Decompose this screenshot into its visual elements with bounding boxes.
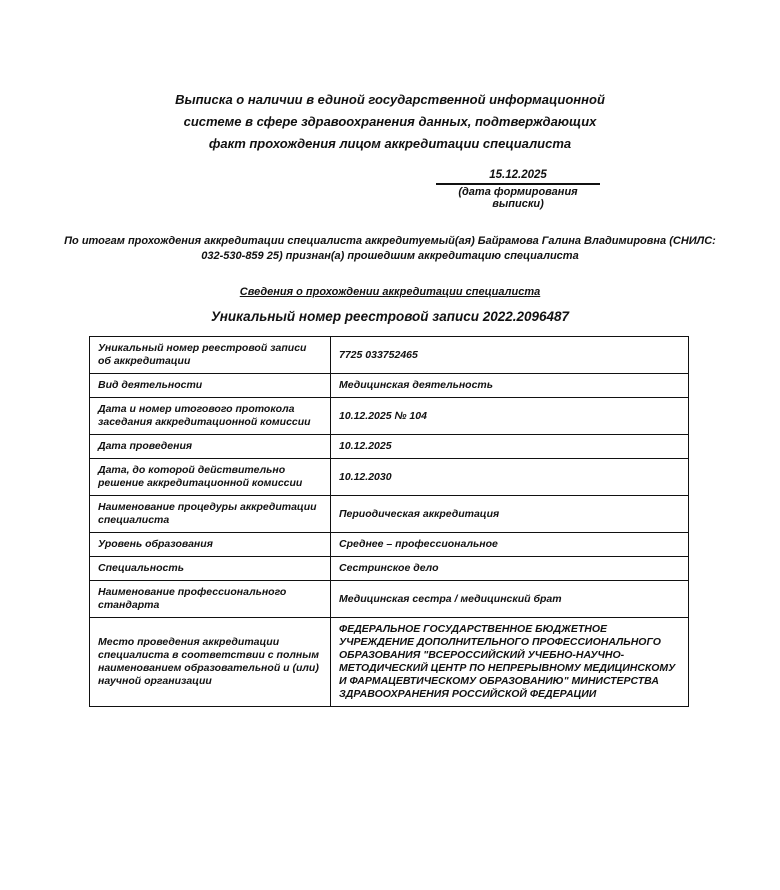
row-value: Медицинская сестра / медицинский брат <box>331 581 689 618</box>
row-value: ФЕДЕРАЛЬНОЕ ГОСУДАРСТВЕННОЕ БЮДЖЕТНОЕ УЧРЕЖДЕНИЕ ДОПОЛНИТЕЛЬНОГО ПРОФЕССИОНАЛЬНОГО ОБРАЗОВАНИЯ "ВСЕРОССИЙСКИЙ УЧЕБНО-НАУЧНО-МЕТОДИЧЕСКИЙ ЦЕНТР ПО НЕПРЕРЫВНОМУ МЕДИЦИНСКОМУ И ФАРМАЦЕВТИЧЕСКОМУ ОБРАЗОВАНИЮ" МИНИСТЕРСТВА ЗДРАВООХРАНЕНИЯ РОССИЙСКОЙ ФЕДЕРАЦИИ <box>331 618 689 707</box>
row-value: Среднее – профессиональное <box>331 533 689 557</box>
row-label: Место проведения аккредитации специалиста в соответствии с полным наименованием образовательной и (или) научной организации <box>90 618 331 707</box>
row-label: Дата и номер итогового протокола заседания аккредитационной комиссии <box>90 398 331 435</box>
intro-paragraph: По итогам прохождения аккредитации специалиста аккредитуемый(ая) Байрамова Галина Владимировна (СНИЛС: 032-530-859 25) признан(а) прошедшим аккредитацию специалиста <box>64 235 716 262</box>
table-row <box>90 496 689 533</box>
row-label: Вид деятельности <box>90 374 331 398</box>
table-row <box>90 337 689 374</box>
row-value: 7725 033752465 <box>331 337 689 374</box>
issue-date-caption: (дата формирования выписки) <box>458 186 578 210</box>
row-label: Уникальный номер реестровой записи об аккредитации <box>90 337 331 374</box>
row-label: Наименование профессионального стандарта <box>90 581 331 618</box>
row-label: Дата проведения <box>90 435 331 459</box>
issue-date: 15.12.2025 <box>436 169 600 185</box>
registry-number-heading: Уникальный номер реестровой записи 2022.2096487 <box>210 309 570 324</box>
row-label: Наименование процедуры аккредитации специалиста <box>90 496 331 533</box>
row-label: Дата, до которой действительно решение аккредитационной комиссии <box>90 459 331 496</box>
row-value: 10.12.2030 <box>331 459 689 496</box>
accreditation-table <box>89 336 689 707</box>
table-row <box>90 435 689 459</box>
table-row <box>90 581 689 618</box>
table-row <box>90 618 689 707</box>
section-heading: Сведения о прохождении аккредитации специалиста <box>239 286 541 298</box>
table-row <box>90 533 689 557</box>
table-row <box>90 398 689 435</box>
table-row <box>90 557 689 581</box>
row-value: 10.12.2025 <box>331 435 689 459</box>
document-title: Выписка о наличии в единой государственной информационной системе в сфере здравоохранения данных, подтверждающих факт прохождения лицом аккредитации специалиста <box>175 92 605 151</box>
row-value: 10.12.2025 № 104 <box>331 398 689 435</box>
row-value: Медицинская деятельность <box>331 374 689 398</box>
row-value: Сестринское дело <box>331 557 689 581</box>
row-label: Уровень образования <box>90 533 331 557</box>
row-value: Периодическая аккредитация <box>331 496 689 533</box>
issue-date-block <box>436 169 600 210</box>
table-row <box>90 459 689 496</box>
table-row <box>90 374 689 398</box>
row-label: Специальность <box>90 557 331 581</box>
